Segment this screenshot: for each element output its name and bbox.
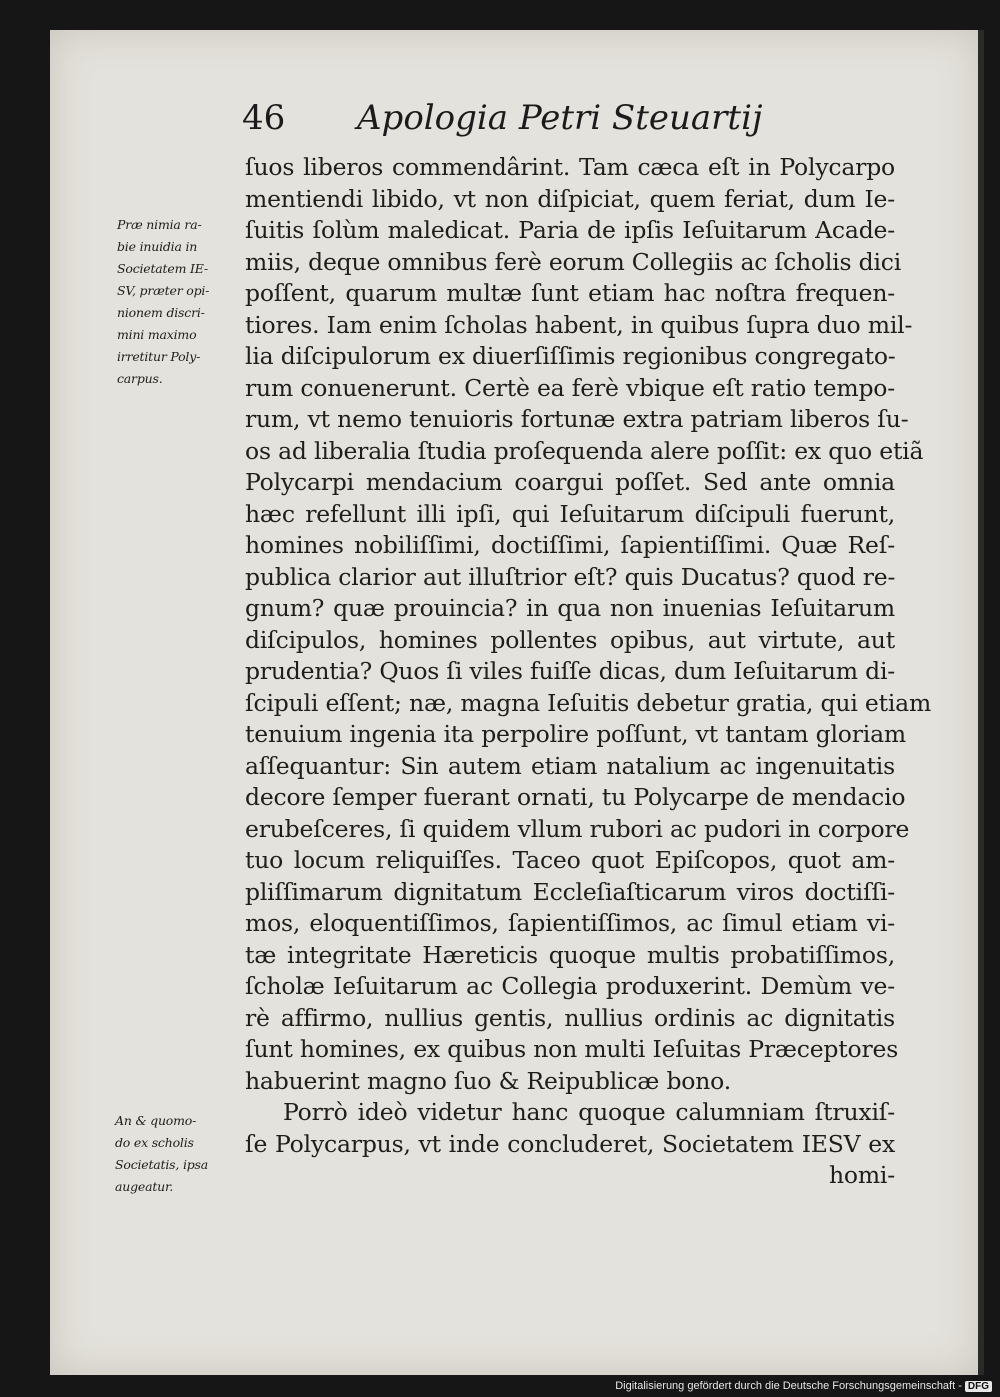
- page-number: 46: [242, 98, 286, 138]
- running-head: [242, 98, 762, 138]
- margin-note-line: Societatem IE-: [117, 261, 208, 276]
- margin-note-2: [115, 1110, 240, 1198]
- text-line: os ad liberalia ſtudia proſequenda alere poſſit: ex quo etiã: [245, 436, 924, 465]
- margin-note-line: An & quomo-: [115, 1113, 197, 1128]
- margin-note-line: carpus.: [117, 371, 163, 386]
- text-line: ſuitis ſolùm maledicat. Paria de ipſis Ieſuitarum Acade-: [245, 216, 895, 244]
- text-line: homines nobiliſſimi, doctiſſimi, ſapientiſſimi. Quæ Reſ-: [245, 531, 895, 559]
- text-line: habuerint magno ſuo & Reipublicæ bono.: [245, 1066, 731, 1095]
- text-line: poſſent, quarum multæ ſunt etiam hac noſtra frequen-: [245, 279, 895, 307]
- body-text: [245, 152, 932, 1192]
- text-line: tæ integritate Hæreticis quoque multis probatiſſimos,: [245, 940, 895, 969]
- text-line: ſcipuli eſſent; næ, magna Ieſuitis debetur gratia, qui etiam: [245, 688, 932, 717]
- margin-note-line: bie inuidia in: [117, 239, 198, 254]
- running-title: Apologia Petri Steuartij: [357, 98, 763, 138]
- text-line: mos, eloquentiſſimos, ſapientiſſimos, ac ſimul etiam vi-: [245, 909, 895, 937]
- text-line: hæc refellunt illi ipſi, qui Ieſuitarum diſcipuli fuerunt,: [245, 499, 895, 528]
- text-line: rum conuenerunt. Certè ea ferè vbique eſt ratio tempo-: [245, 373, 895, 402]
- text-line: rè affirmo, nullius gentis, nullius ordinis ac dignitatis: [245, 1003, 895, 1032]
- text-line: Polycarpi mendacium coargui poſſet. Sed ante omnia: [245, 468, 895, 496]
- catchword: homi-: [828, 1161, 895, 1189]
- margin-note-line: Societatis, ipsa: [115, 1157, 209, 1172]
- text-line: tiores. Iam enim ſcholas habent, in quibus ſupra duo mil-: [245, 310, 913, 339]
- text-line: aſſequantur: Sin autem etiam natalium ac ingenuitatis: [245, 751, 895, 780]
- text-line: mentiendi libido, vt non diſpiciat, quem feriat, dum Ie-: [245, 184, 895, 213]
- page-edge: [978, 30, 984, 1375]
- text-line: rum, vt nemo tenuioris fortunæ extra patriam liberos ſu-: [245, 405, 909, 433]
- margin-note-line: SV, præter opi-: [117, 283, 210, 298]
- text-line: ſe Polycarpus, vt inde concluderet, Societatem IESV ex: [245, 1129, 895, 1158]
- text-line: Porrò ideò videtur hanc quoque calumniam ſtruxiſ-: [283, 1098, 895, 1126]
- footer-credit: [615, 1380, 992, 1392]
- text-line: diſcipulos, homines pollentes opibus, aut virtute, aut: [245, 625, 895, 654]
- margin-note-line: do ex scholis: [115, 1135, 194, 1150]
- text-line: ſcholæ Ieſuitarum ac Collegia produxerint. Demùm ve-: [245, 972, 895, 1000]
- text-line: ſunt homines, ex quibus non multi Ieſuitas Præceptores: [245, 1035, 899, 1063]
- margin-note-line: nionem discri-: [117, 305, 205, 320]
- margin-note-line: irretitur Poly-: [117, 349, 201, 364]
- margin-note-line: Præ nimia ra-: [117, 217, 202, 232]
- dfg-logo-icon: DFG: [965, 1381, 992, 1392]
- text-line: erubeſceres, ſi quidem vllum rubori ac pudori in corpore: [245, 814, 910, 843]
- text-line: pliſſimarum dignitatum Eccleſiaſticarum viros doctiſſi-: [245, 877, 895, 906]
- margin-note-line: augeatur.: [115, 1179, 174, 1194]
- text-line: miis, deque omnibus ferè eorum Collegiis ac ſcholis dici: [245, 247, 902, 276]
- text-line: publica clarior aut illuſtrior eſt? quis Ducatus? quod re-: [245, 562, 896, 591]
- text-line: lia diſcipulorum ex diuerſiſſimis regionibus congregato-: [245, 342, 896, 370]
- margin-note-line: mini maximo: [117, 327, 197, 342]
- text-line: ſuos liberos commendârint. Tam cæca eſt in Polycarpo: [245, 153, 895, 181]
- text-line: decore ſemper fuerant ornati, tu Polycarpe de mendacio: [245, 783, 906, 811]
- footer-text: Digitalisierung gefördert durch die Deutsche Forschungsgemeinschaft -: [615, 1380, 962, 1392]
- margin-note-1: [117, 214, 242, 390]
- text-line: tenuium ingenia ita perpolire poſſunt, vt tantam gloriam: [245, 720, 906, 748]
- text-line: gnum? quæ prouincia? in qua non inuenias Ieſuitarum: [245, 594, 895, 622]
- text-line: tuo locum reliquiſſes. Taceo quot Epiſcopos, quot am-: [245, 846, 895, 874]
- text-line: prudentia? Quos ſi viles fuiſſe dicas, dum Ieſuitarum di-: [245, 657, 896, 685]
